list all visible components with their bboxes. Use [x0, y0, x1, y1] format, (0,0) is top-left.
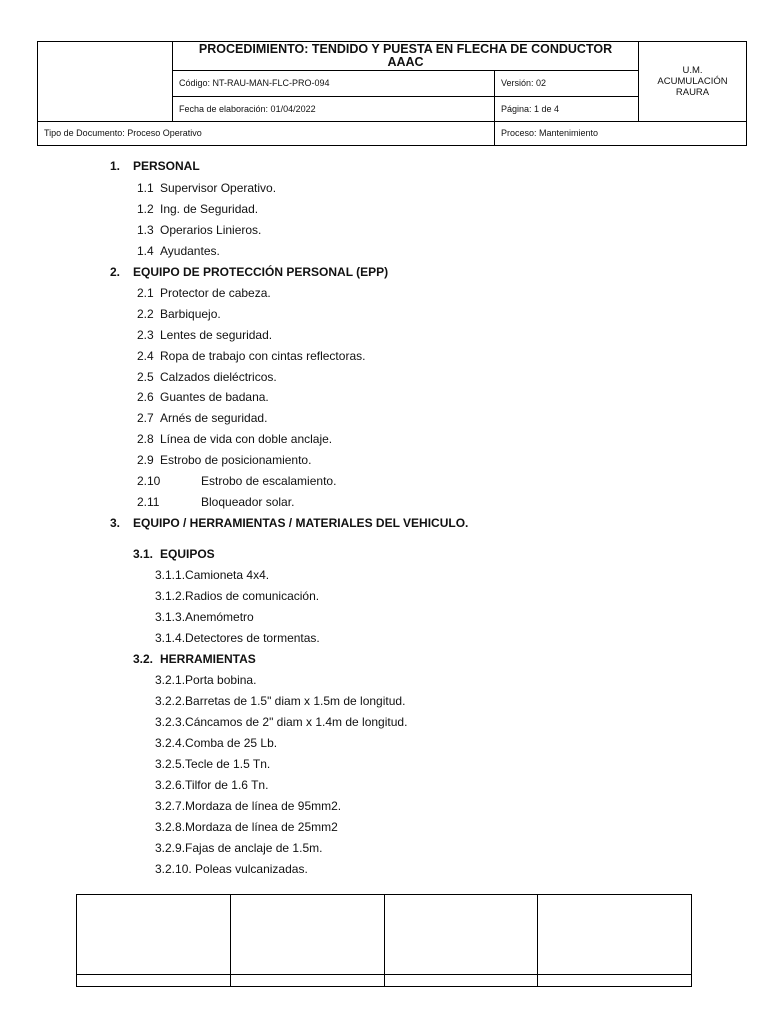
- signature-cell: [384, 895, 538, 975]
- subsection-heading: 3.2. HERRAMIENTAS: [133, 652, 256, 666]
- process-name: Proceso: Mantenimiento: [495, 121, 747, 145]
- list-item: 3.2.6.Tilfor de 1.6 Tn.: [155, 778, 269, 792]
- subsection-heading: 3.1. EQUIPOS: [133, 547, 215, 561]
- list-item: 2.2 Barbiquejo.: [137, 307, 221, 321]
- list-item: 3.2.8.Mordaza de línea de 25mm2: [155, 820, 338, 834]
- list-item: 3.1.1.Camioneta 4x4.: [155, 568, 270, 582]
- list-item: 3.2.2.Barretas de 1.5" diam x 1.5m de longitud.: [155, 694, 406, 708]
- list-item: 1.3 Operarios Linieros.: [137, 223, 262, 237]
- list-item: 2.9 Estrobo de posicionamiento.: [137, 453, 312, 467]
- signature-label-cell: [384, 975, 538, 987]
- list-item: 3.2.1.Porta bobina.: [155, 673, 257, 687]
- list-item: 3.2.5.Tecle de 1.5 Tn.: [155, 757, 271, 771]
- list-item: 2.7 Arnés de seguridad.: [137, 411, 268, 425]
- page-number: Página: 1 de 4: [495, 96, 639, 121]
- signature-cell: [77, 895, 231, 975]
- list-item: 1.4 Ayudantes.: [137, 244, 220, 258]
- list-item: 2.10 Estrobo de escalamiento.: [137, 474, 337, 488]
- logo-cell: [38, 42, 173, 122]
- list-item: 2.5 Calzados dieléctricos.: [137, 370, 277, 384]
- list-item: 3.2.3.Cáncamos de 2" diam x 1.4m de longitud.: [155, 715, 408, 729]
- signature-label-cell: [538, 975, 692, 987]
- list-item: 3.2.9.Fajas de anclaje de 1.5m.: [155, 841, 323, 855]
- list-item: 3.2.10. Poleas vulcanizadas.: [155, 862, 308, 876]
- document-code: Código: NT-RAU-MAN-FLC-PRO-094: [173, 71, 495, 96]
- signature-table: [76, 894, 692, 987]
- document-type: Tipo de Documento: Proceso Operativo: [38, 121, 495, 145]
- list-item: 3.2.4.Comba de 25 Lb.: [155, 736, 278, 750]
- section-heading: 1. PERSONAL: [110, 159, 200, 173]
- list-item: 1.1 Supervisor Operativo.: [137, 181, 277, 195]
- section-heading: 3. EQUIPO / HERRAMIENTAS / MATERIALES DEL VEHICULO.: [110, 516, 469, 530]
- list-item: 2.3 Lentes de seguridad.: [137, 328, 273, 342]
- list-item: 3.1.3.Anemómetro: [155, 610, 254, 624]
- organization-cell: U.M. ACUMULACIÓN RAURA: [639, 42, 747, 122]
- list-item: 2.11 Bloqueador solar.: [137, 495, 295, 509]
- list-item: 3.1.2.Radios de comunicación.: [155, 589, 320, 603]
- section-heading: 2. EQUIPO DE PROTECCIÓN PERSONAL (EPP): [110, 265, 389, 279]
- signature-label-cell: [230, 975, 384, 987]
- procedure-title: PROCEDIMIENTO: TENDIDO Y PUESTA EN FLECHA DE CONDUCTOR AAAC: [173, 42, 639, 71]
- list-item: 2.6 Guantes de badana.: [137, 390, 269, 404]
- signature-cell: [538, 895, 692, 975]
- list-item: 3.2.7.Mordaza de línea de 95mm2.: [155, 799, 342, 813]
- list-item: 3.1.4.Detectores de tormentas.: [155, 631, 320, 645]
- document-header-table: [37, 41, 747, 146]
- list-item: 2.1 Protector de cabeza.: [137, 286, 271, 300]
- signature-label-cell: [77, 975, 231, 987]
- document-version: Versión: 02: [495, 71, 639, 96]
- list-item: 2.4 Ropa de trabajo con cintas reflectoras.: [137, 349, 366, 363]
- list-item: 1.2 Ing. de Seguridad.: [137, 202, 259, 216]
- elaboration-date: Fecha de elaboración: 01/04/2022: [173, 96, 495, 121]
- signature-cell: [230, 895, 384, 975]
- list-item: 2.8 Línea de vida con doble anclaje.: [137, 432, 333, 446]
